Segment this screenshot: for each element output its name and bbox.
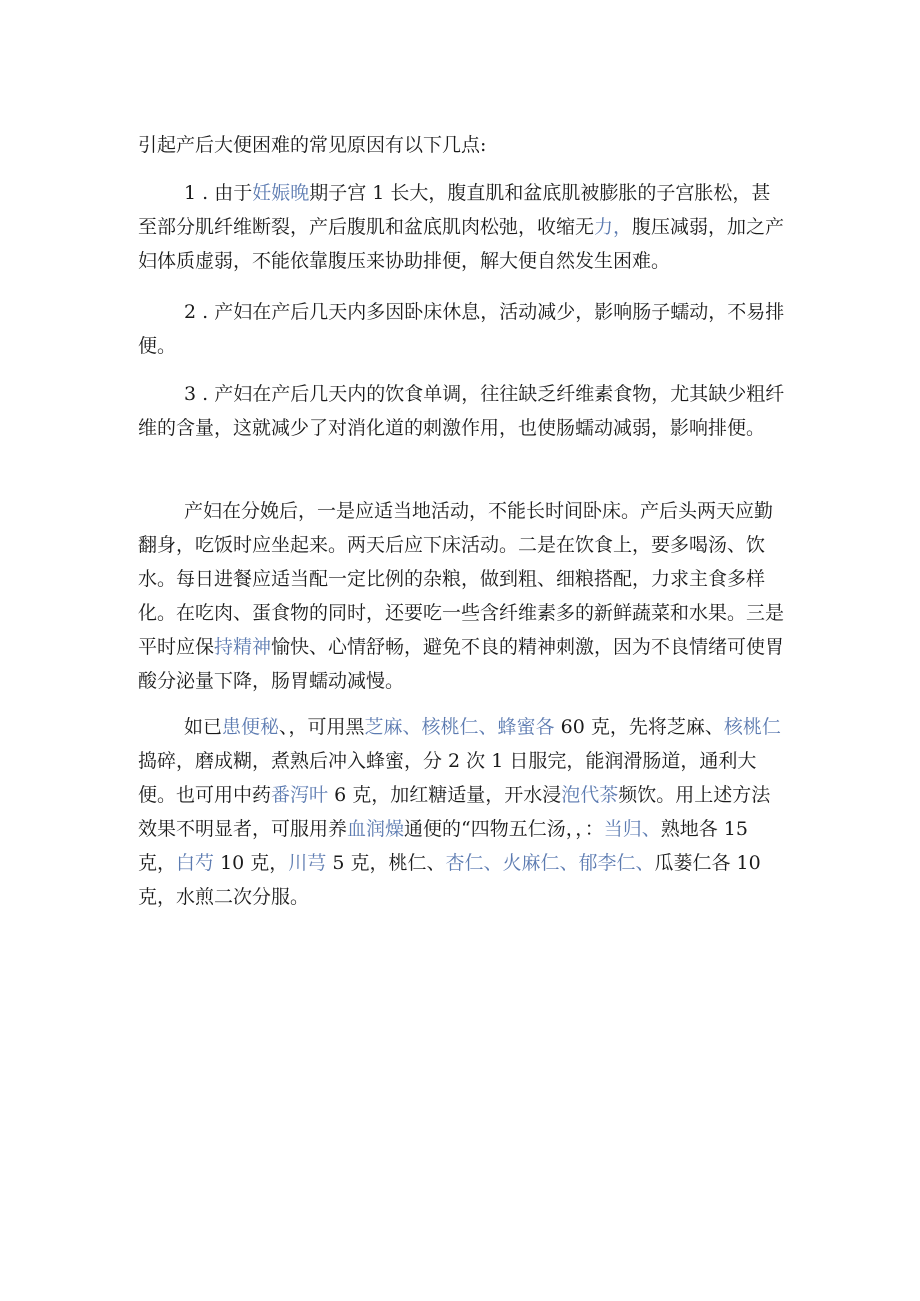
p5-text-8: 熟地各 15 克， xyxy=(138,818,748,874)
link-fanxieye[interactable]: 番泻叶 xyxy=(271,784,329,806)
link-chuanxiong[interactable]: 川芎 xyxy=(288,852,327,874)
p5-text-3: 60 克，先将芝麻、 xyxy=(554,716,724,738)
p1-text-c: 腹压减弱，加之产妇体质虚弱，不能依靠腹压来协助排便，解大便自然发生困难。 xyxy=(138,216,785,272)
p5-text-2: 、，可用黑 xyxy=(279,716,365,738)
p5-text-11: 瓜蒌仁各 10 克，水煎二次分服。 xyxy=(138,852,761,908)
p1-text-b: 期子宫 1 长大，腹直肌和盆底肌被膨胀的子宫胀松，甚至部分肌纤维断裂，产后腹肌和盆底肌肉松弛，收缩无 xyxy=(138,182,771,238)
link-hetaoren[interactable]: 核桃仁 xyxy=(723,716,781,738)
link-xingren-huomaren-yuliren[interactable]: 杏仁、火麻仁、郁李仁、 xyxy=(445,852,655,874)
link-paodaicha[interactable]: 泡代茶 xyxy=(561,784,619,806)
p1-text-a: 1 . 由于 xyxy=(184,182,253,204)
paragraph-1 xyxy=(138,176,788,278)
link-baishao[interactable]: 白芍 xyxy=(176,852,215,874)
link-huan-bianmi[interactable]: 患便秘 xyxy=(222,716,280,738)
p5-text-4: 捣碎，磨成糊，煮熟后冲入蜂蜜，分 2 次 1 日服完，能润滑肠道，通利大便。也可用中药 xyxy=(138,750,757,806)
link-xue-runzao[interactable]: 血润燥 xyxy=(347,818,405,840)
paragraph-5 xyxy=(138,710,788,914)
p4-text-a: 产妇在分娩后，一是应适当地活动，不能长时间卧床。产后头两天应勤翻身，吃饭时应坐起来。两天后应下床活动。二是在饮食上，要多喝汤、饮水。每日进餐应适当配一定比例的杂粮，做到粗、细粮搭配，力求主食多样化。在吃肉、蛋食物的同时，还要吃一些含纤维素多的新鲜蔬菜和水果。三是平时应保 xyxy=(138,500,785,658)
link-chi-jingshen[interactable]: 持精神 xyxy=(214,636,272,658)
paragraph-4 xyxy=(138,494,788,698)
paragraph-2: 2 . 产妇在产后几天内多因卧床休息，活动减少，影响肠子蠕动，不易排便。 xyxy=(138,301,785,357)
paragraph-3: 3 . 产妇在产后几天内的饮食单调，往往缺乏纤维素食物，尤其缺少粗纤维的含量，这就减少了对消化道的刺激作用，也使肠蠕动减弱，影响排便。 xyxy=(138,383,785,439)
p5-text-1: 如已 xyxy=(184,716,223,738)
p5-text-7: 通便的“四物五仁汤，，： xyxy=(404,818,604,840)
p5-text-10: 5 克，桃仁、 xyxy=(326,852,446,874)
link-zhima-hetaoren-fengmi[interactable]: 芝麻、核桃仁、蜂蜜各 xyxy=(364,716,555,738)
p5-text-9: 10 克， xyxy=(214,852,289,874)
link-li[interactable]: 力， xyxy=(594,216,633,238)
intro-line: 引起产后大便困难的常见原因有以下几点: xyxy=(138,134,487,156)
p5-text-5: 6 克，加红糖适量，开水浸 xyxy=(328,784,562,806)
link-renshen-wan[interactable]: 妊娠晚 xyxy=(252,182,310,204)
p5-text-6: 频饮。用上述方法效果不明显者，可服用养 xyxy=(138,784,771,840)
p4-text-b: 愉快、心情舒畅，避免不良的精神刺激，因为不良情绪可使胃酸分泌量下降，肠胃蠕动减慢。 xyxy=(138,636,785,692)
link-danggui[interactable]: 当归、 xyxy=(603,818,661,840)
